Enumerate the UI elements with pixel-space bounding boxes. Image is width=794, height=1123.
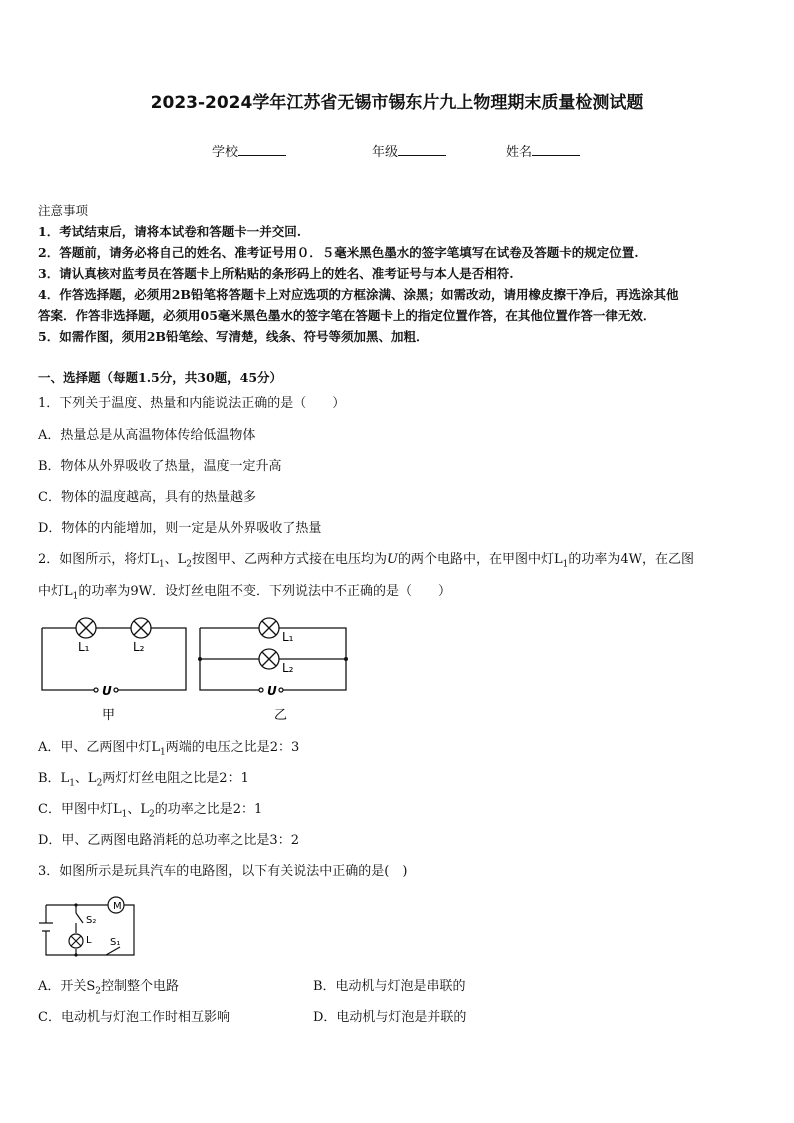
school-label: 学校 [212, 145, 239, 160]
s1-label: S₁ [110, 937, 121, 948]
q2-stem-line1: 2．如图所示，将灯$L_1$、$L_2$按图甲、乙两种方式接在电压均为U的两个电路中，在甲图中灯$L_1$的功率为4W，在乙图 [38, 552, 695, 570]
page-title: 2023-2024学年江苏省无锡市锡东片九上物理期末质量检测试题 [150, 93, 644, 113]
left-caption: 甲 [102, 708, 116, 723]
name-label: 姓名 [506, 145, 533, 160]
notice-heading: 注意事项 [38, 203, 89, 218]
grade-label: 年级 [372, 145, 399, 160]
q3-option-a: A．开关$S_2$控制整个电路 [38, 979, 180, 997]
q1-option-a: A．热量总是从高温物体传给低温物体 [38, 428, 256, 443]
name-blank [532, 143, 580, 156]
q3-option-d: D．电动机与灯泡是并联的 [313, 1010, 467, 1025]
q2-circuit-figure [36, 615, 356, 725]
q2-option-c: C．甲图中灯$L_1$、$L_2$的功率之比是2：1 [38, 802, 263, 820]
right-l1-label: L₁ [282, 630, 294, 644]
q2-stem-line2: 中灯$L_1$的功率为9W．设灯丝电阻不变．下列说法中不正确的是（ ） [38, 584, 452, 602]
q3-option-b: B．电动机与灯泡是串联的 [313, 979, 466, 994]
notice-item: 4．作答选择题，必须用2B铅笔将答题卡上对应选项的方框涂满、涂黑；如需改动，请用橡皮擦干净后，再选涂其他 [38, 287, 679, 302]
q1-stem: 1．下列关于温度、热量和内能说法正确的是（ ） [38, 396, 346, 411]
school-blank [238, 143, 286, 156]
notice-item: 3．请认真核对监考员在答题卡上所粘贴的条形码上的姓名、准考证号与本人是否相符. [38, 266, 514, 281]
name-field [506, 141, 580, 160]
right-l2-label: L₂ [282, 661, 294, 675]
q2-option-b: B．$L_1$、$L_2$两灯灯丝电阻之比是2：1 [38, 771, 249, 789]
notice-item: 2．答题前，请务必将自己的姓名、准考证号用０．５毫米黑色墨水的签字笔填写在试卷及答题卡的规定位置. [38, 245, 639, 260]
lamp-label: L [86, 935, 92, 946]
q1-option-d: D．物体的内能增加，则一定是从外界吸收了热量 [38, 521, 322, 536]
motor-label: M [113, 901, 122, 912]
notice-item: 1．考试结束后，请将本试卷和答题卡一并交回. [38, 224, 302, 239]
school-field [212, 141, 286, 160]
right-u-label: U [267, 684, 277, 698]
left-u-label: U [102, 684, 112, 698]
grade-blank [398, 143, 446, 156]
q2-option-a: A．甲、乙两图中灯$L_1$两端的电压之比是2：3 [38, 740, 300, 758]
notice-item: 5．如需作图，须用2B铅笔绘、写清楚，线条、符号等须加黑、加粗． [38, 329, 429, 344]
q3-stem: 3．如图所示是玩具汽车的电路图，以下有关说法中正确的是( ) [38, 864, 408, 879]
q1-option-c: C．物体的温度越高，具有的热量越多 [38, 490, 256, 505]
q1-option-b: B．物体从外界吸收了热量，温度一定升高 [38, 459, 282, 474]
s2-label: S₂ [86, 915, 97, 926]
q3-option-c: C．电动机与灯泡工作时相互影响 [38, 1010, 230, 1025]
left-l1-label: L₁ [78, 640, 90, 654]
q3-toy-car-circuit [36, 893, 146, 963]
section-heading: 一、选择题（每题1.5分，共30题，45分） [38, 370, 283, 385]
right-caption: 乙 [274, 708, 288, 723]
grade-field [372, 141, 446, 160]
q2-option-d: D．甲、乙两图电路消耗的总功率之比是3：2 [38, 833, 299, 848]
notice-item: 答案．作答非选择题，必须用05毫米黑色墨水的签字笔在答题卡上的指定位置作答，在其他位置作答一律无效． [38, 308, 656, 323]
left-l2-label: L₂ [133, 640, 145, 654]
